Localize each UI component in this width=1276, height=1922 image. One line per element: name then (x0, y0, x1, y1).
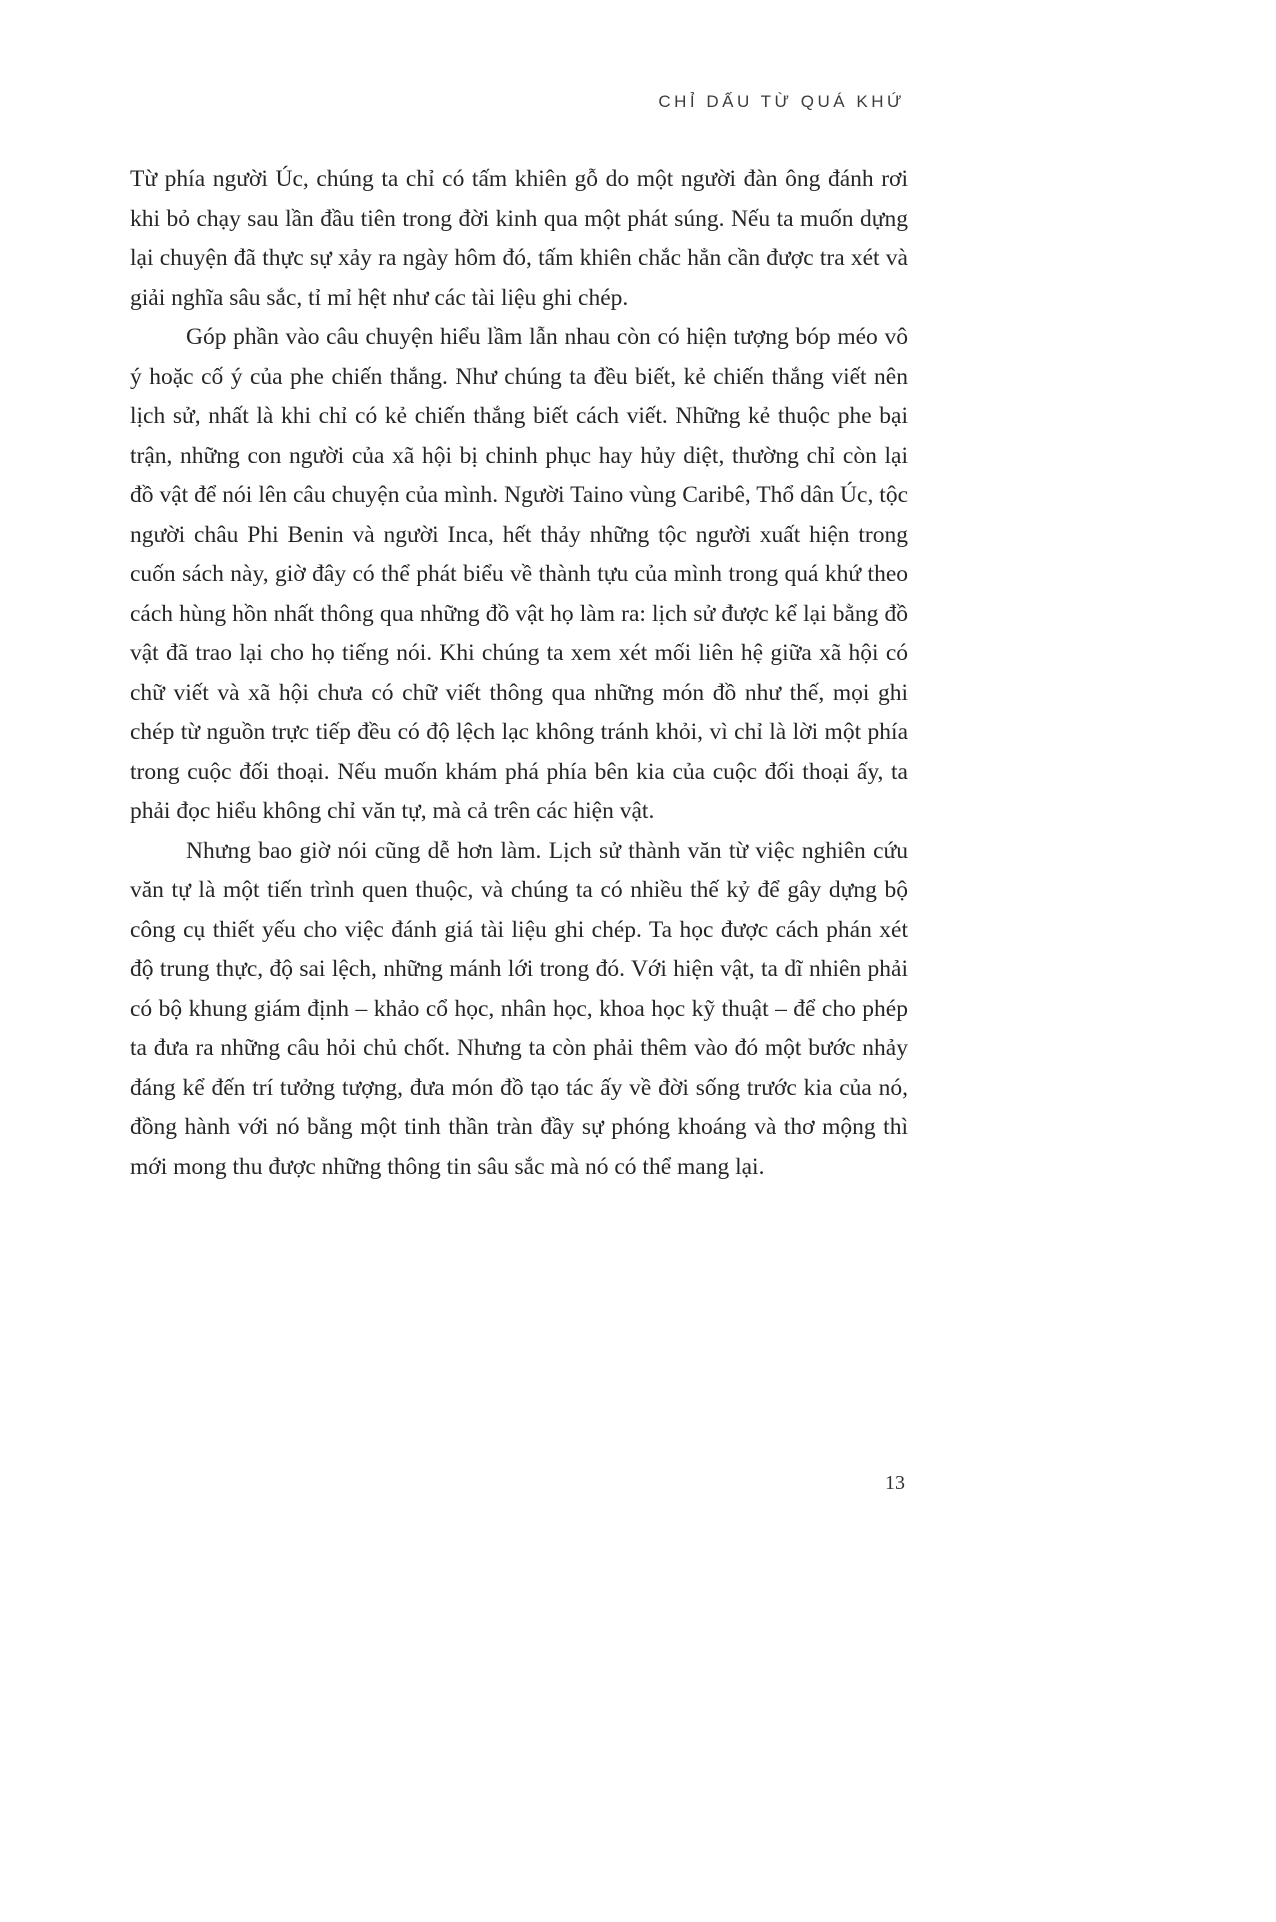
paragraph: Từ phía người Úc, chúng ta chỉ có tấm khiên gỗ do một người đàn ông đánh rơi khi bỏ chạy sau lần đầu tiên trong đời kinh qua một phát súng. Nếu ta muốn dựng lại chuyện đã thực sự xảy ra ngày hôm đó, tấm khiên chắc hẳn cần được tra xét và giải nghĩa sâu sắc, tỉ mỉ hệt như các tài liệu ghi chép. (130, 166, 908, 311)
paragraph: Góp phần vào câu chuyện hiểu lầm lẫn nhau còn có hiện tượng bóp méo vô ý hoặc cố ý của phe chiến thắng. Như chúng ta đều biết, kẻ chiến thắng viết nên lịch sử, nhất là khi chỉ có kẻ chiến thắng biết cách viết. Những kẻ thuộc phe bại trận, những con người của xã hội bị chinh phục hay hủy diệt, thường chỉ còn lại đồ vật để nói lên câu chuyện của mình. Người Taino vùng Caribê, Thổ dân Úc, tộc người châu Phi Benin và người Inca, hết thảy những tộc người xuất hiện trong cuốn sách này, giờ đây có thể phát biểu về thành tựu của mình trong quá khứ theo cách hùng hồn nhất thông qua những đồ vật họ làm ra: lịch sử được kể lại bằng đồ vật đã trao lại cho họ tiếng nói. Khi chúng ta xem xét mối liên hệ giữa xã hội có chữ viết và xã hội chưa có chữ viết thông qua những món đồ như thế, mọi ghi chép từ nguồn trực tiếp đều có độ lệch lạc không tránh khỏi, vì chỉ là lời một phía trong cuộc đối thoại. Nếu muốn khám phá phía bên kia của cuộc đối thoại ấy, ta phải đọc hiểu không chỉ văn tự, mà cả trên các hiện vật. (130, 324, 908, 824)
paragraph: Nhưng bao giờ nói cũng dễ hơn làm. Lịch sử thành văn từ việc nghiên cứu văn tự là một tiến trình quen thuộc, và chúng ta có nhiều thế kỷ để gây dựng bộ công cụ thiết yếu cho việc đánh giá tài liệu ghi chép. Ta học được cách phán xét độ trung thực, độ sai lệch, những mánh lới trong đó. Với hiện vật, ta dĩ nhiên phải có bộ khung giám định – khảo cổ học, nhân học, khoa học kỹ thuật – để cho phép ta đưa ra những câu hỏi chủ chốt. Nhưng ta còn phải thêm vào đó một bước nhảy đáng kể đến trí tưởng tượng, đưa món đồ tạo tác ấy về đời sống trước kia của nó, đồng hành với nó bằng một tinh thần tràn đầy sự phóng khoáng và thơ mộng thì mới mong thu được những thông tin sâu sắc mà nó có thể mang lại. (130, 837, 908, 1180)
body-text (130, 160, 908, 1187)
running-header: CHỈ DẤU TỪ QUÁ KHỨ (658, 92, 905, 111)
page-number: 13 (885, 1472, 905, 1494)
